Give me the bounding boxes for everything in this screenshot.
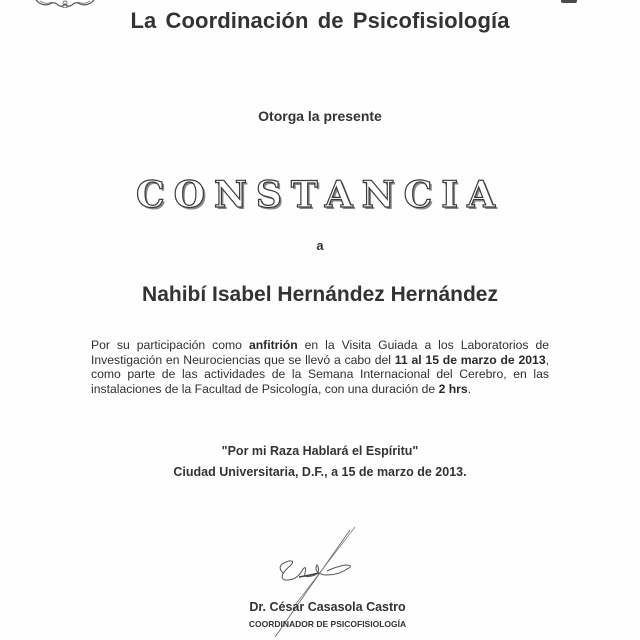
signer-name: Dr. César Casasola Castro <box>249 600 406 614</box>
body-part-3: , como parte de las actividades de la Semana Internacional del Cerebro, en las instalaciones de la Facultad de Psicología, con una duración de <box>91 352 549 396</box>
recipient-name: Nahibí Isabel Hernández Hernández <box>142 283 498 306</box>
body-part-1: Por su participación como <box>91 338 249 352</box>
body-role: anfitrión <box>248 338 298 352</box>
issuer-heading: La Coordinación de Psicofisiología <box>130 8 510 33</box>
body-part-2: en la Visita Guiada a los Laboratorios de Investigación en Neurociencias que se llevó a cabo del <box>91 338 550 367</box>
motto: "Por mi Raza Hablará el Espíritu" <box>221 444 419 458</box>
to-word: a <box>316 238 324 253</box>
grants-line: Otorga la presente <box>258 108 382 124</box>
signer-title: COORDINADOR DE PSICOFISIOLOGÍA <box>248 619 407 629</box>
certificate-title: CONSTANCIA <box>136 174 504 216</box>
place-date: Ciudad Universitaria, D.F., a 15 de marzo de 2013. <box>173 465 467 479</box>
certificate-body <box>91 338 549 396</box>
corner-mark <box>561 0 577 3</box>
body-dates: 11 al 15 de marzo de 2013 <box>394 352 546 367</box>
university-crest-icon <box>34 0 96 8</box>
body-part-4: . <box>467 381 472 396</box>
body-duration: 2 hrs <box>438 381 468 396</box>
